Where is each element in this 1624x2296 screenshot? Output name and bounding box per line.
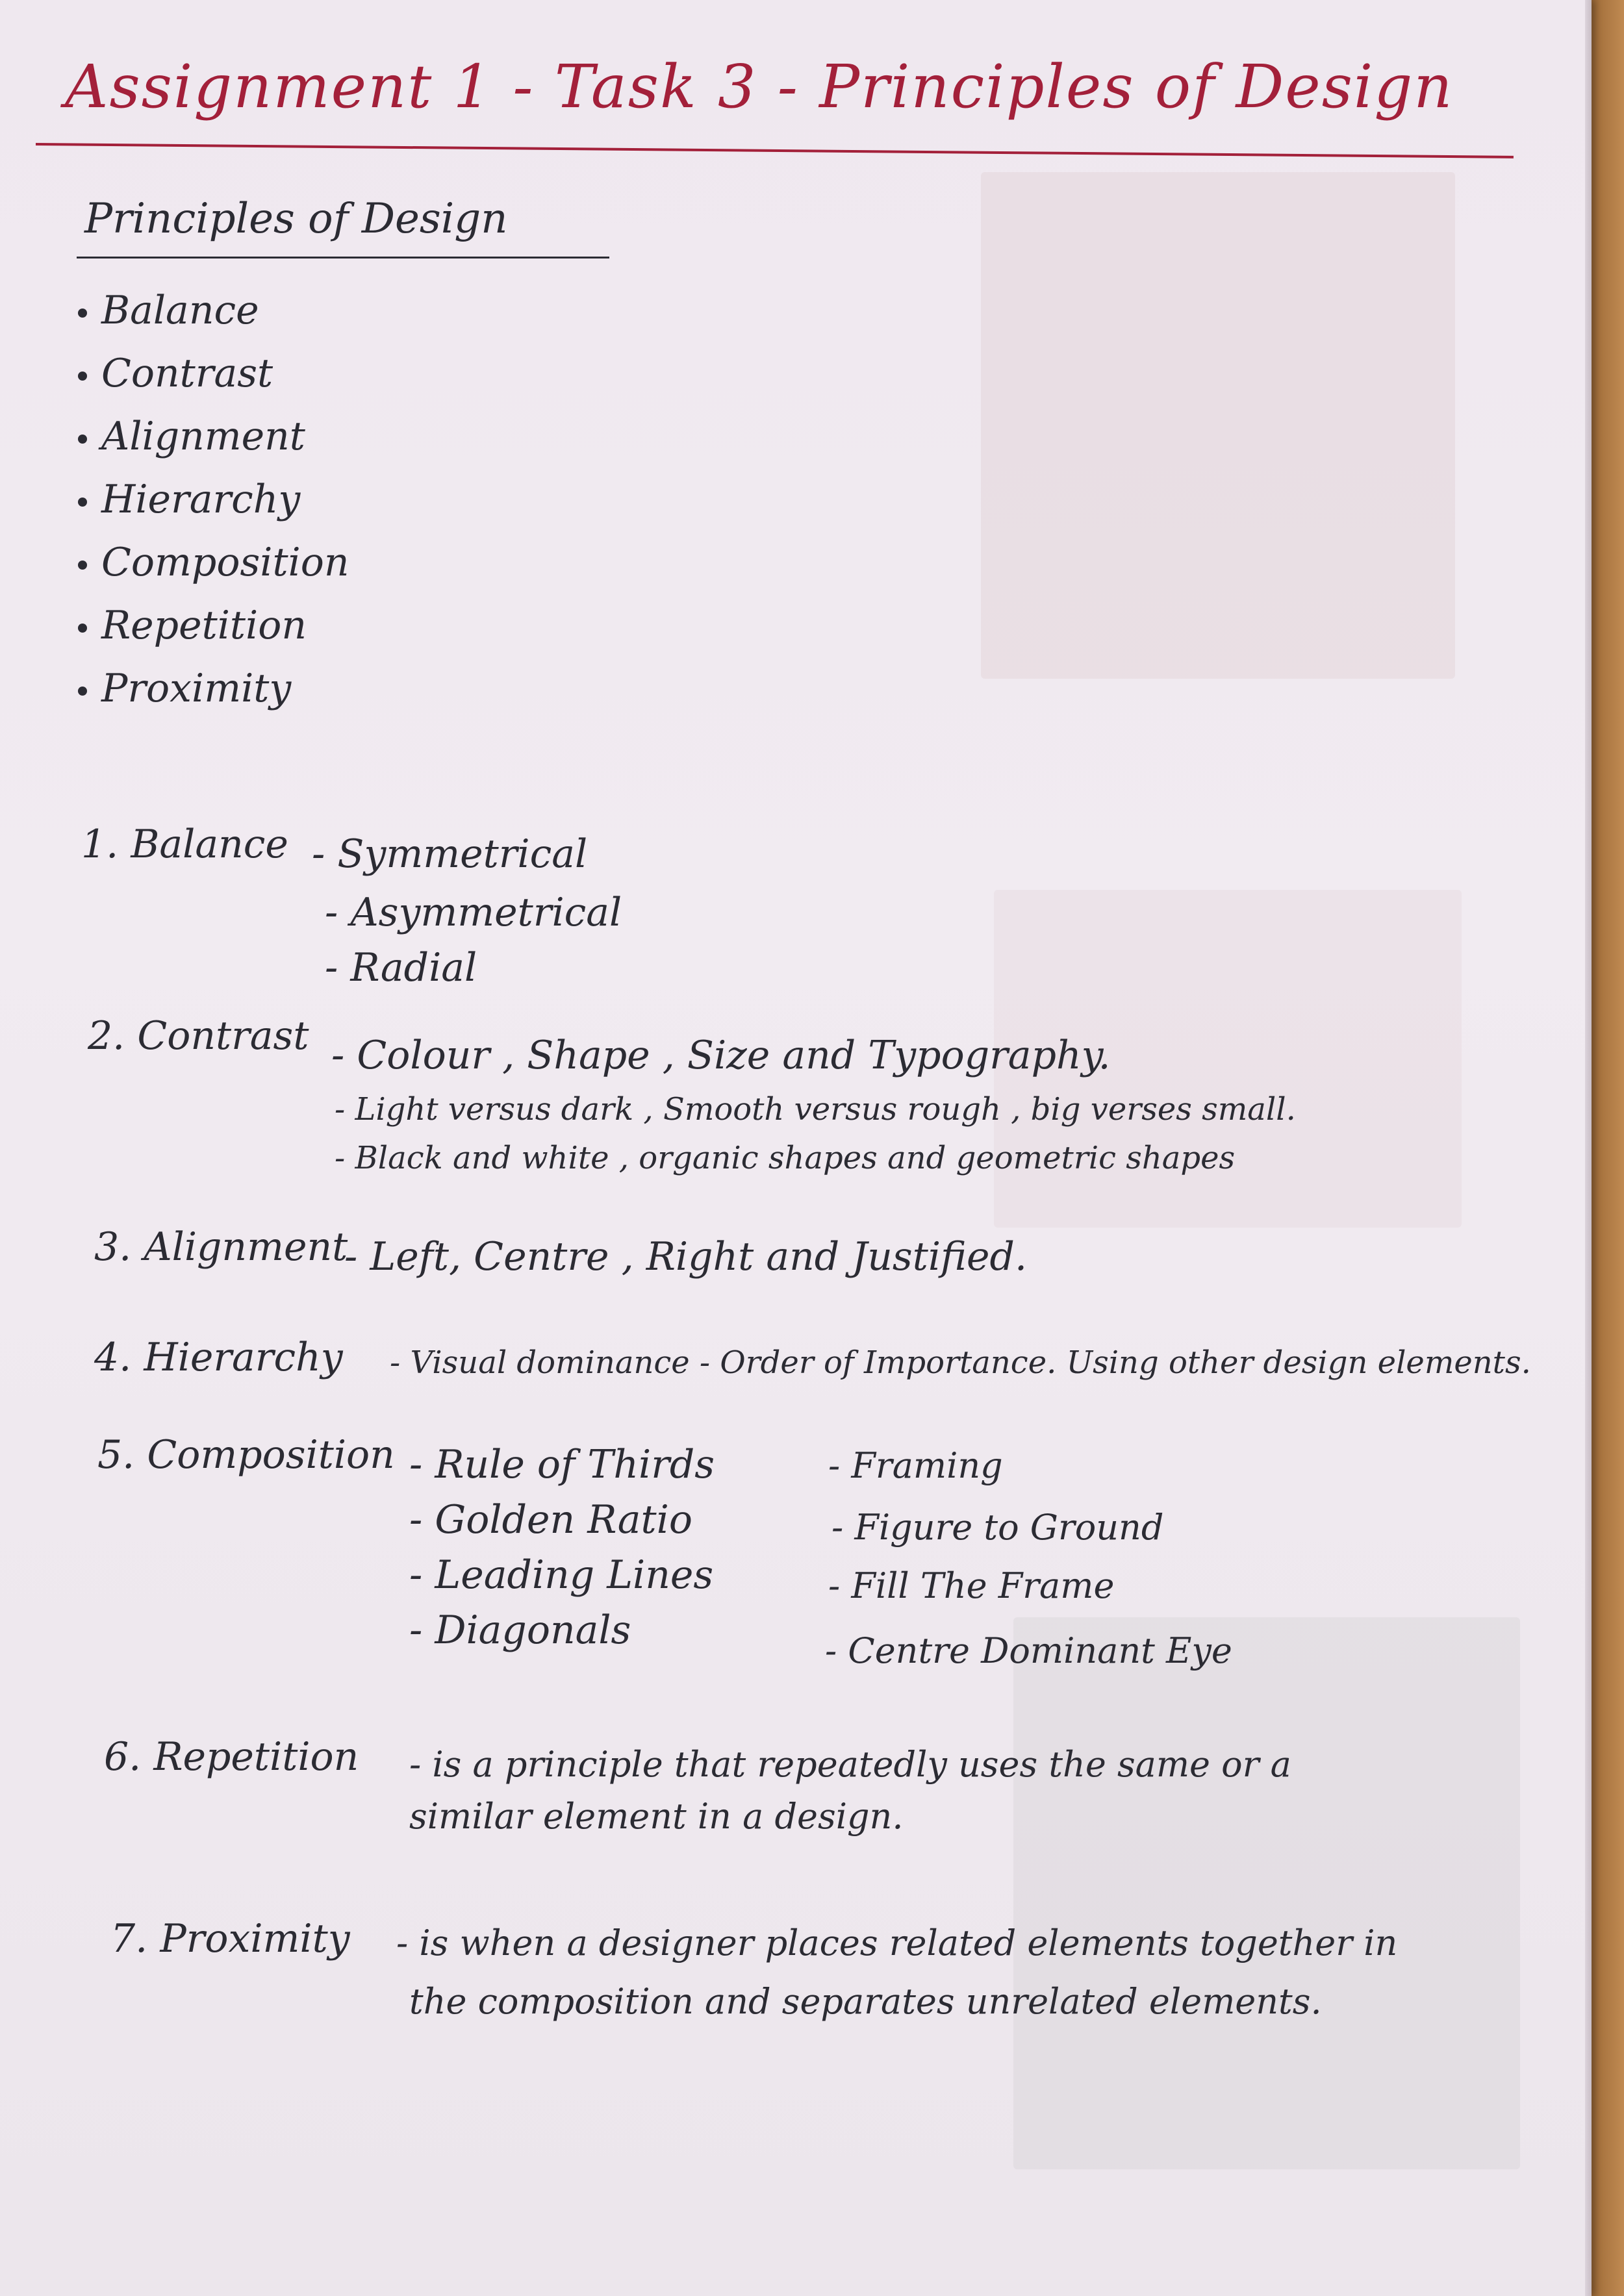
bullet-icon [78, 498, 87, 507]
bullet-icon [78, 372, 87, 381]
proximity-heading: 7. Proximity [110, 1916, 350, 1962]
show-through-image [981, 172, 1455, 679]
bullet-icon [78, 435, 87, 444]
composition-item: - Centre Dominant Eye [825, 1630, 1232, 1671]
page-edge [1585, 0, 1592, 2296]
bullet-icon [78, 309, 87, 318]
composition-heading: 5. Composition [97, 1432, 395, 1478]
show-through-image [1013, 1617, 1520, 2169]
principles-list [78, 279, 349, 720]
bullet-icon [78, 624, 87, 633]
title-underline [36, 143, 1514, 158]
repetition-heading: 6. Repetition [104, 1734, 359, 1780]
balance-item: - Radial [325, 945, 477, 990]
list-item: Composition [78, 531, 349, 594]
hierarchy-text: - Visual dominance - Order of Importance. Using other design elements. [390, 1344, 1531, 1381]
balance-heading: 1. Balance [81, 822, 288, 867]
bullet-icon [78, 687, 87, 696]
composition-item: - Figure to Ground [831, 1507, 1164, 1548]
list-item: Contrast [78, 342, 349, 405]
contrast-item: - Black and white , organic shapes and geometric shapes [335, 1140, 1236, 1176]
proximity-text: - is when a designer places related elements together in [396, 1923, 1398, 1963]
contrast-heading: 2. Contrast [88, 1013, 309, 1059]
balance-item: - Asymmetrical [325, 890, 622, 935]
composition-item: - Leading Lines [409, 1552, 714, 1598]
bullet-icon [78, 561, 87, 570]
composition-item: - Diagonals [409, 1608, 631, 1653]
composition-item: - Golden Ratio [409, 1497, 692, 1543]
composition-item: - Fill The Frame [828, 1565, 1115, 1606]
list-item: Alignment [78, 405, 349, 468]
composition-item: - Rule of Thirds [409, 1442, 715, 1487]
subheading-underline [77, 257, 609, 259]
list-item: Balance [78, 279, 349, 342]
list-item: Proximity [78, 657, 349, 720]
list-item: Repetition [78, 594, 349, 657]
page-title: Assignment 1 - Task 3 - Principles of Design [65, 52, 1454, 121]
alignment-text: - Left, Centre , Right and Justified. [344, 1234, 1028, 1280]
repetition-text: similar element in a design. [409, 1796, 904, 1837]
proximity-text: the composition and separates unrelated elements. [409, 1981, 1322, 2022]
hierarchy-heading: 4. Hierarchy [94, 1335, 343, 1380]
composition-item: - Framing [828, 1445, 1003, 1486]
list-item: Hierarchy [78, 468, 349, 531]
balance-item: - Symmetrical [312, 831, 588, 877]
contrast-item: - Colour , Shape , Size and Typography. [331, 1033, 1111, 1078]
contrast-item: - Light versus dark , Smooth versus rough , big verses small. [335, 1091, 1296, 1128]
principles-subheading: Principles of Design [84, 195, 508, 243]
alignment-heading: 3. Alignment [94, 1224, 348, 1270]
repetition-text: - is a principle that repeatedly uses the same or a [409, 1744, 1291, 1785]
